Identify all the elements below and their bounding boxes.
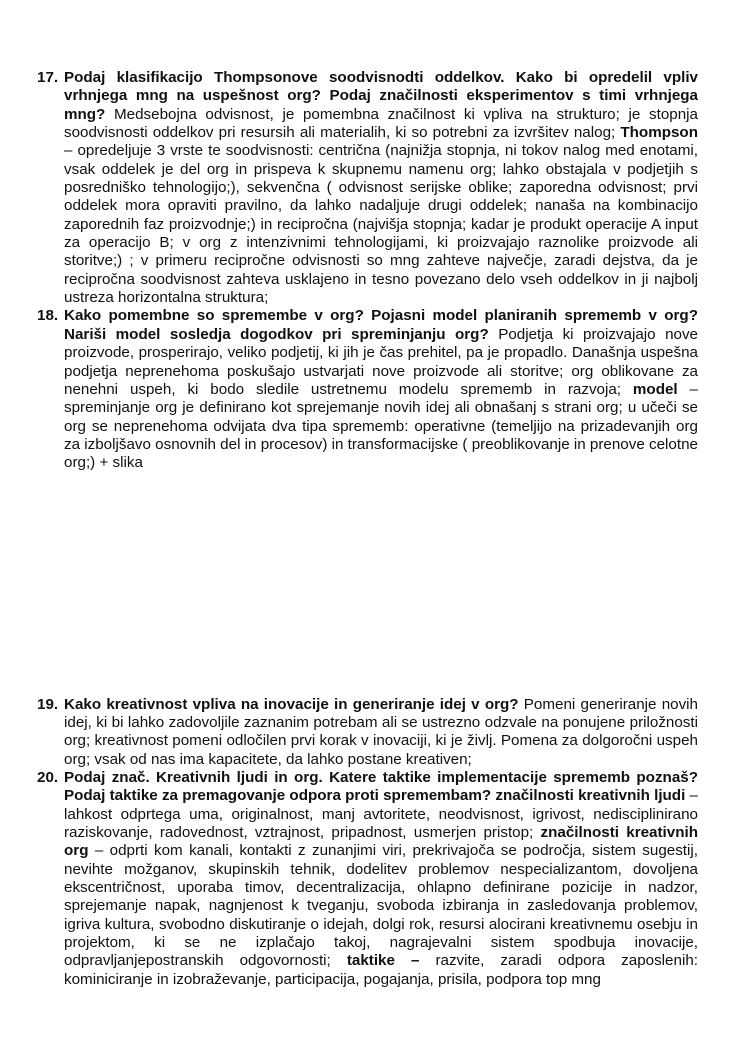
- document-page: [37, 69, 698, 989]
- answer-text: – spreminjanje org je definirano kot sprejemanje novih idej ali obnašanj s strani org; u učeči se org se neprenehoma odvijata dva tipa sprememb: operativne (temeljijo na prizadevanjih org za izboljšavo osnovnih del in procesov) in transformacijske ( preoblikovanje in prenove celotne org;) + slika: [64, 380, 698, 472]
- answer-text: Medsebojna odvisnost, je pomembna značilnost ki vpliva na strukturo; je stopnja soodvisnosti oddelkov pri resursih ali materialih, ki so potrebni za izvršitev nalog;: [64, 105, 698, 142]
- answer-text: Podjetja ki proizvajajo nove proizvode, prosperirajo, veliko podjetij, ki jih je čas prehitel, pa je propadlo. Današnja uspešna podjetja neprenehoma poskušajo ustvarjati nove proizvode ali storitve; org oblikovane za nenehni uspeh, ki bodo sledile ustretnemu modelu sprememb in razvoja;: [64, 325, 699, 398]
- answer-text: – opredeljuje 3 vrste te soodvisnosti: centrična (najnižja stopnja, ni tokov nalog med enotami, vsak oddelek je del org in prispeva k skupnemu namenu org; lahko obstajala v podjetjih s posredniško tehnologijo;), sekvenčna ( odvisnost serijske oblike; zaporedna odvisnost; prvi oddelek mora opraviti pravilno, da lahko nadaljuje drugi oddelek; nanaša na kombinacijo zaporednih faz proizvodnje;) in recipročna (najvišja stopnja; kadar je produkt operacije A input za operacijo B; v org z intenzivnimi tehnologijami, ki proizvajajo raznolike proizvode ali storitve;) ; v primeru recipročne odvisnosti so mng zahteve največje, zaradi dejstva, da je recipročna soodvisnost zahteva usklajeno in tesno povezano delo vseh oddelkov in ji najbolj ustreza horizontalna struktura;: [64, 142, 698, 307]
- answer-text: – lahkost odprtega uma, originalnost, manj avtoritete, neodvisnost, igrivost, nedisciplinirano raziskovanje, radovednost, vztrajnost, pripadnost, usmerjen pristop;: [64, 787, 698, 841]
- question-text: Podaj klasifikacijo Thompsonove soodvisnodti oddelkov. Kako bi opredelil vpliv vrhnjega mng na uspešnost org? Podaj značilnosti eksperimentov s timi vrhnjega mng?: [64, 69, 698, 123]
- question-number: 17.: [37, 69, 59, 86]
- question-text: Kako pomembne so spremembe v org? Pojasni model planiranih sprememb v org? Nariši model sosledja dogodkov pri spreminjanju org?: [64, 307, 698, 343]
- question-number: 19.: [37, 695, 59, 713]
- answer-bold-term: Thompson: [620, 124, 698, 142]
- question-20: [37, 769, 698, 989]
- answer-text: Pomeni generiranje novih idej, ki bi lahko zadovoljile zaznanim potrebam ali se ustrezno odzvale na ponujene priložnosti org; kreativnost pomeni odločilen prvi korak v inovaciji, ki je življ. Pomena za dolgoročni uspeh org; vsak od nas ima kapacitete, da lahko postane kreativen;: [64, 695, 699, 768]
- answer-bold-term: taktike –: [346, 952, 420, 970]
- question-number: 18.: [37, 307, 59, 325]
- answer-bold-term: značilnosti kreativnih org: [64, 823, 699, 860]
- question-19: [37, 696, 698, 769]
- question-number: 20.: [37, 768, 59, 786]
- question-text: Podaj znač. Kreativnih ljudi in org. Katere taktike implementacije sprememb poznaš? Podaj taktike za premagovanje odpora proti spremembam? značilnosti kreativnih ljudi: [64, 768, 698, 805]
- blank-image-space: [37, 473, 698, 696]
- answer-bold-term: model: [632, 380, 678, 398]
- question-17: [37, 69, 698, 307]
- answer-text: razvite, zaradi odpora zaposlenih: kominiciranje in izobraževanje, participacija, pogajanja, prisila, podpora top mng: [64, 952, 698, 988]
- question-text: Kako kreativnost vpliva na inovacije in generiranje idej v org?: [64, 695, 519, 713]
- question-18: [37, 307, 698, 472]
- answer-text: – odprti kom kanali, kontakti z zunanjimi viri, prekrivajoča se področja, sistem sugestij, nevihte možganov, skupinskih tehnik, dodelitev problemov nespecializantom, dovoljena ekscentričnost, uporaba timov, decentralizacija, ohlapno definirane pozicije in nadzor, sprejemanje napak, nagnjenost k tveganju, svoboda izbiranja in zasledovanja problemov, igriva kultura, svobodno diskutiranje o idejah, dolgi rok, resursi alocirani kreativnemu osebju in projektom, ki se ne izplačajo takoj, nagrajevalni sistem spodbuja inovacije, odpravljanjepostranskih odgovornosti;: [64, 842, 698, 970]
